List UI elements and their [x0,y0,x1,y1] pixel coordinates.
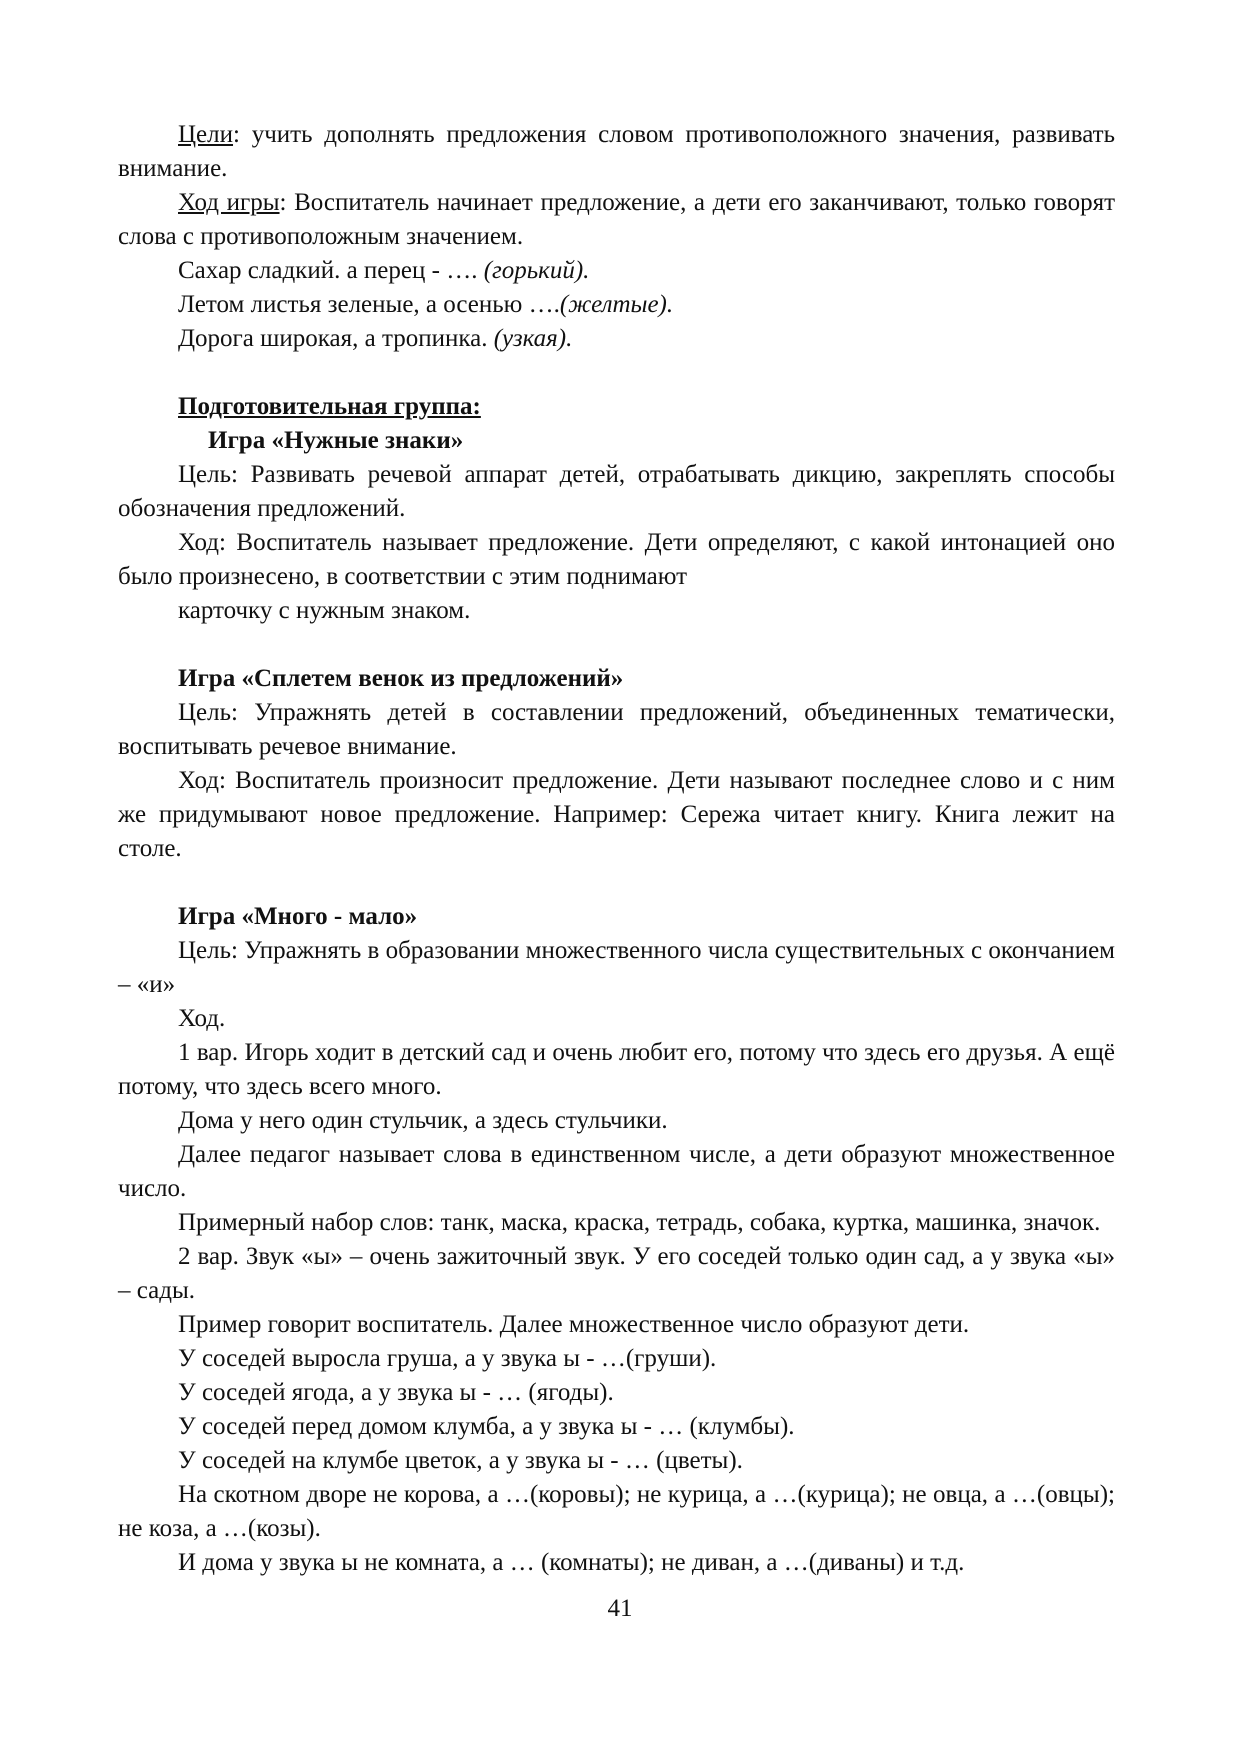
course-paragraph [118,186,1115,254]
game-title: Игра «Нужные знаки» [208,427,464,454]
game-course-continued: карточку с нужным знаком. [178,597,471,624]
game-course: Ход: Воспитатель называет предложение. Дети определяют, с какой интонацией оно было произнесено, в соответствии с этим поднимают [118,529,1115,590]
example-line: У соседей выросла груша, а у звука ы - …(груши). [178,1345,717,1372]
course-text: : Воспитатель начинает предложение, а дети его заканчивают, только говорят слова с противоположным значением. [118,189,1115,250]
goals-text: : учить дополнять предложения словом противоположного значения, развивать внимание. [118,121,1115,182]
game-title: Игра «Много - мало» [178,903,418,930]
game-course: Ход: Воспитатель произносит предложение. Дети называют последнее слово и с ним же придумывают новое предложение. Например: Сережа читает книгу. Книга лежит на столе. [118,767,1115,862]
example-line [118,288,1115,322]
page-number: 41 [607,1595,633,1622]
example-line [118,322,1115,356]
example-answer: (горький). [483,257,590,284]
game-goal: Цель: Развивать речевой аппарат детей, отрабатывать дикцию, закреплять способы обозначения предложений. [118,461,1115,522]
example-line: У соседей на клумбе цветок, а у звука ы - … (цветы). [178,1447,743,1474]
home-line: И дома у звука ы не комната, а … (комнаты); не диван, а …(диваны) и т.д. [178,1549,965,1576]
variant-one-example: Дома у него один стульчик, а здесь стульчики. [178,1107,668,1134]
variant-one-next: Далее педагог называет слова в единственном числе, а дети образуют множественное число. [118,1141,1115,1202]
example-line [118,254,1115,288]
variant-two: 2 вар. Звук «ы» – очень зажиточный звук. У его соседей только один сад, а у звука «ы» – сады. [118,1243,1115,1304]
goals-paragraph [118,118,1115,186]
example-text: Дорога широкая, а тропинка. [178,325,494,352]
example-line: У соседей ягода, а у звука ы - … (ягоды). [178,1379,614,1406]
word-set: Примерный набор слов: танк, маска, краска, тетрадь, собака, куртка, машинка, значок. [178,1209,1101,1236]
game-goal: Цель: Упражнять в образовании множественного числа существительных с окончанием – «и» [118,937,1115,998]
page-body [118,118,1115,1580]
variant-two-note: Пример говорит воспитатель. Далее множественное число образуют дети. [178,1311,970,1338]
section-title: Подготовительная группа: [178,393,481,420]
farm-paragraph: На скотном дворе не корова, а …(коровы); не курица, а …(курица); не овца, а …(овцы); не коза, а …(козы). [118,1481,1115,1542]
example-text: Сахар сладкий. а перец - …. [178,257,484,284]
variant-one: 1 вар. Игорь ходит в детский сад и очень любит его, потому что здесь его друзья. А ещё потому, что здесь всего много. [118,1039,1115,1100]
example-text: Летом листья зеленые, а осенью …. [178,291,560,318]
goals-label: Цели [178,121,234,148]
example-answer: (желтые). [559,291,674,318]
example-answer: (узкая). [493,325,573,352]
example-line: У соседей перед домом клумба, а у звука ы - … (клумбы). [178,1413,795,1440]
game-course: Ход. [178,1005,226,1032]
game-title: Игра «Сплетем венок из предложений» [178,665,624,692]
game-goal: Цель: Упражнять детей в составлении предложений, объединенных тематически, воспитывать речевое внимание. [118,699,1115,760]
course-label: Ход игры [178,189,280,216]
